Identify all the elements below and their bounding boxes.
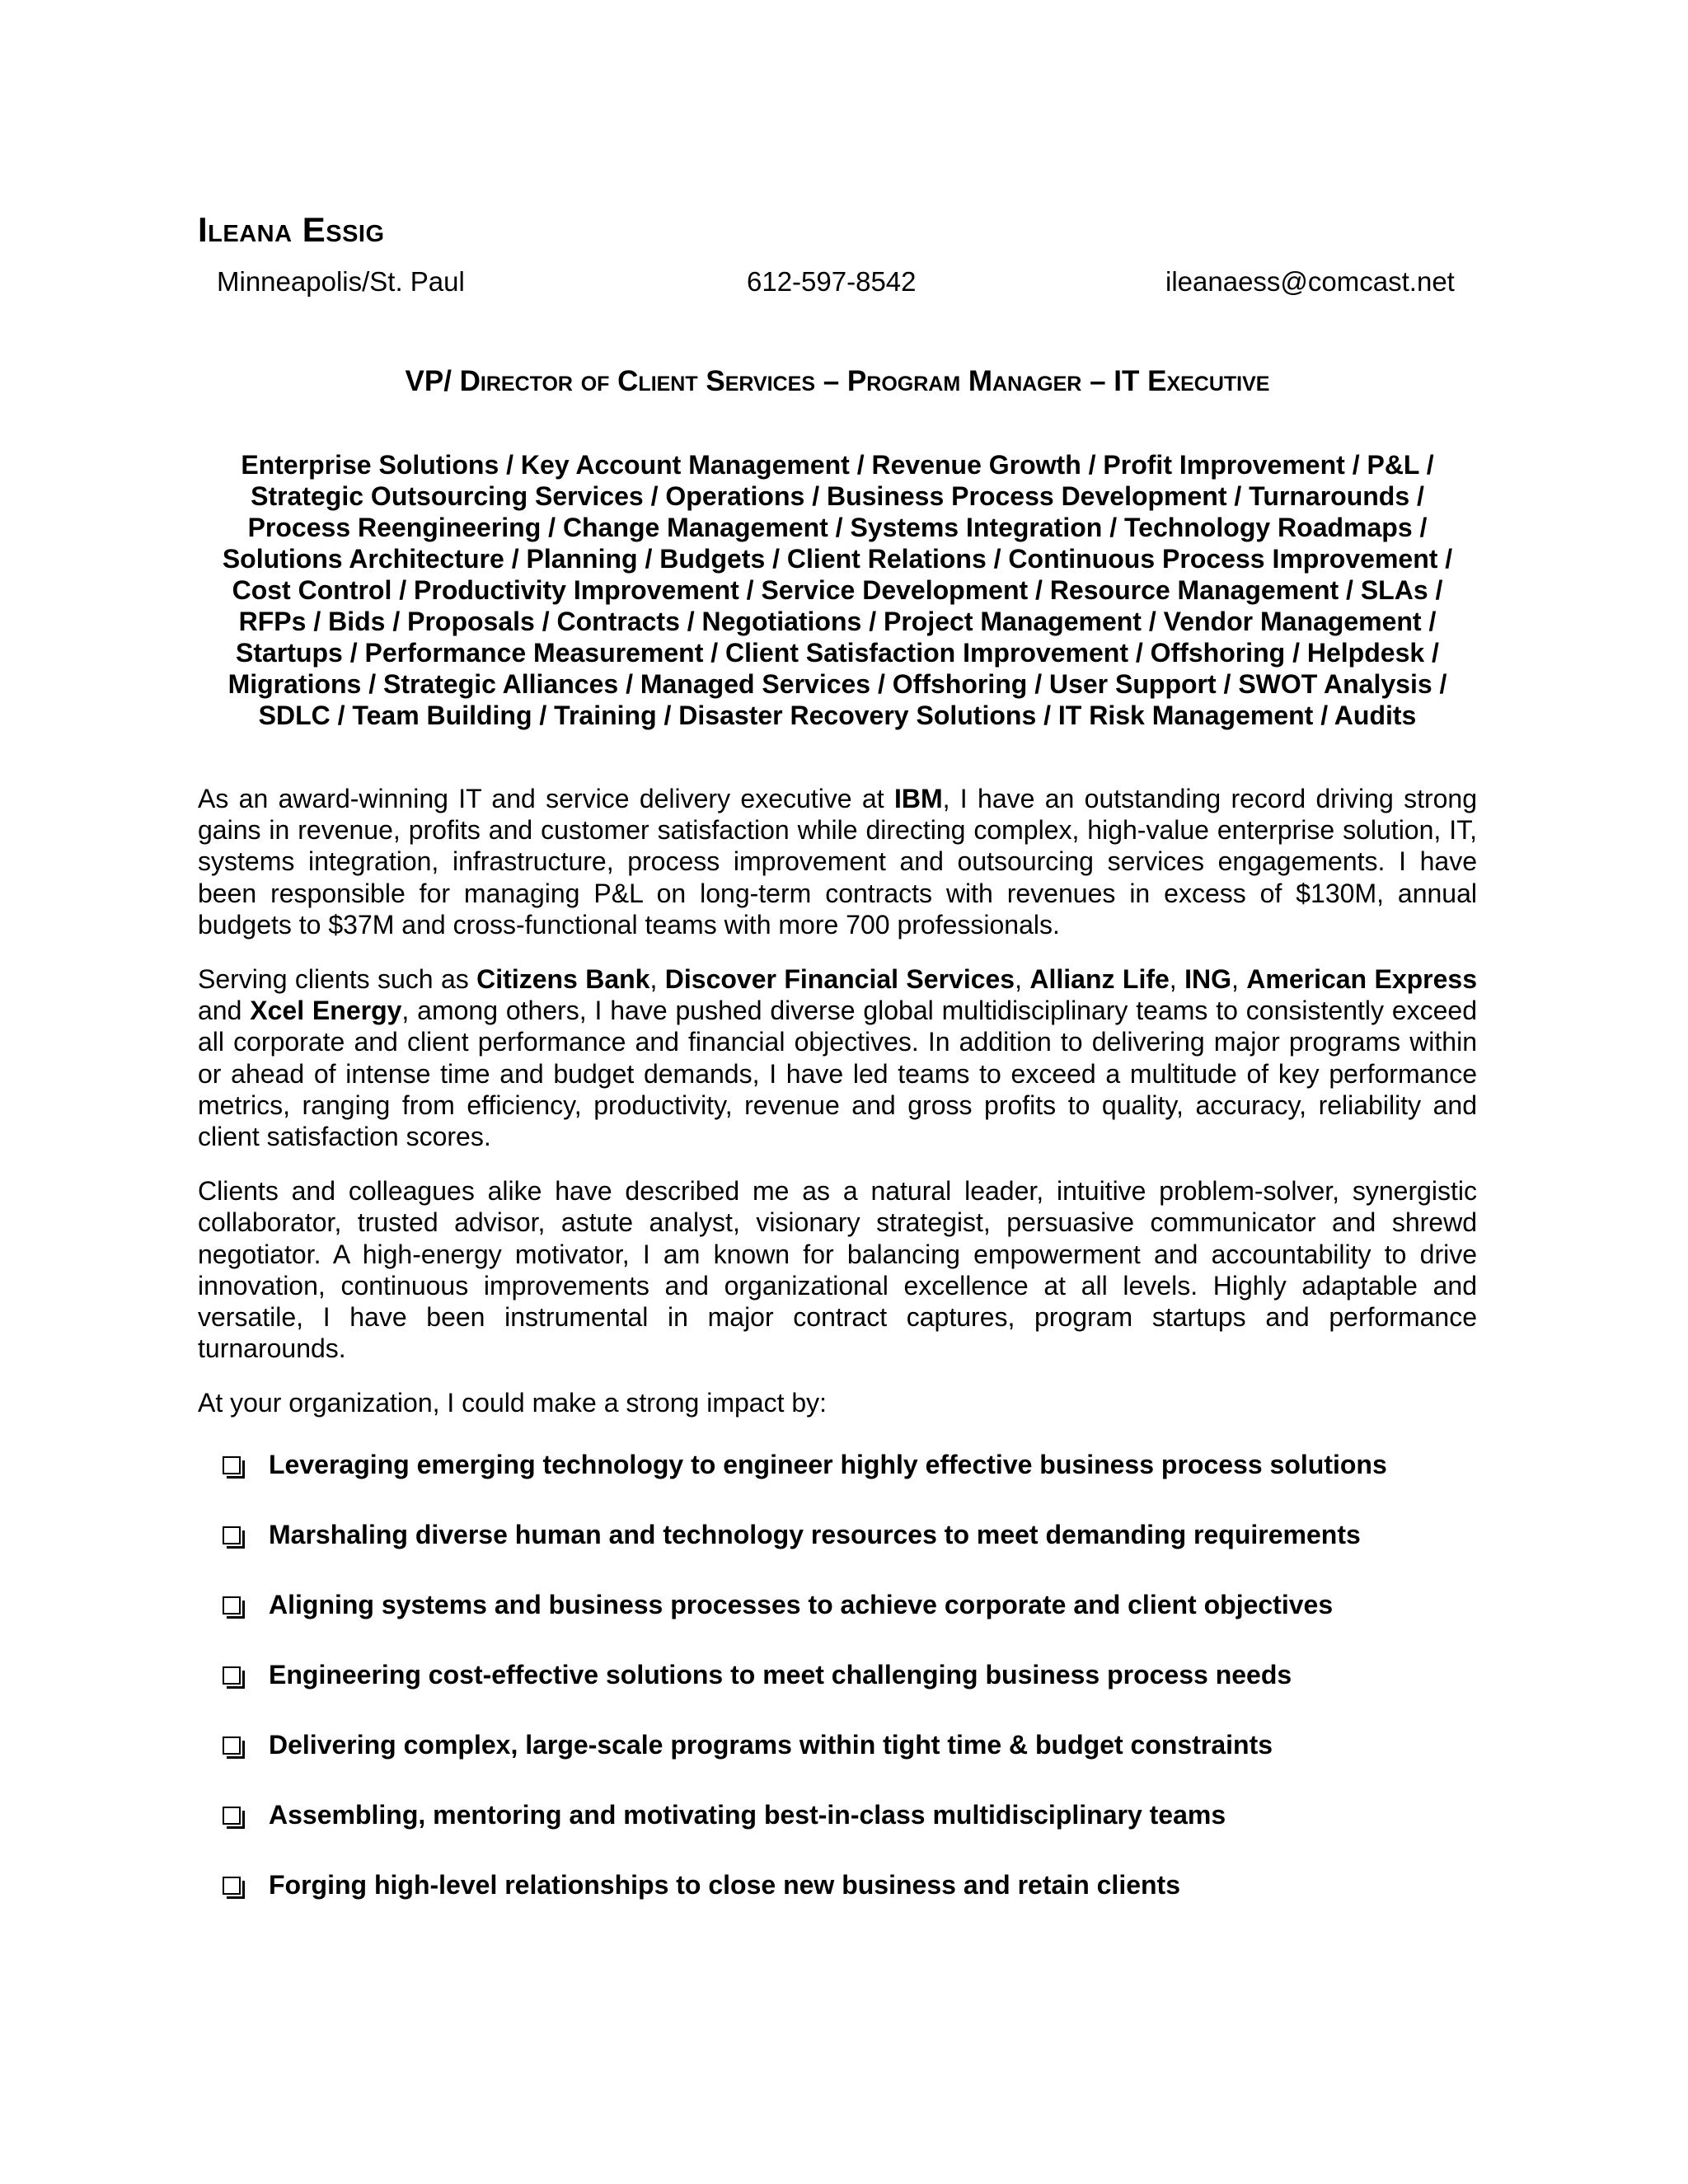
summary-section: [198, 783, 1477, 1442]
summary-paragraph-3: Clients and colleagues alike have described me as a natural leader, intuitive problem-solver, synergistic collaborator, trusted advisor, astute analyst, visionary strategist, persuasive communicator and shrewd negotiator. A high-energy motivator, I am known for balancing empowerment and accountability to drive innovation, continuous improvements and organizational excellence at all levels. Highly adaptable and versatile, I have been instrumental in major contract captures, program startups and performance turnarounds.: [198, 1176, 1477, 1364]
checkbox-icon: [223, 1526, 241, 1544]
keyword-line: Migrations / Strategic Alliances / Managed Services / Offshoring / User Support / SWOT Analysis /: [227, 669, 1447, 699]
keyword-line: SDLC / Team Building / Training / Disaster Recovery Solutions / IT Risk Management / Audits: [258, 701, 1417, 730]
keyword-line: Enterprise Solutions / Key Account Management / Revenue Growth / Profit Improvement / P&L /: [241, 450, 1434, 480]
summary-text: Serving clients such as: [198, 964, 477, 995]
impact-item-text: Forging high-level relationships to close new business and retain clients: [269, 1870, 1180, 1900]
company-name: IBM: [893, 784, 943, 813]
summary-paragraph-4: At your organization, I could make a strong impact by:: [198, 1388, 828, 1418]
summary-paragraph-2: [198, 963, 1477, 1152]
impact-item: [223, 1570, 1508, 1640]
checkbox-icon: [223, 1736, 241, 1755]
client-name: ING: [1184, 964, 1231, 995]
impact-item-text: Engineering cost-effective solutions to meet challenging business process needs: [269, 1660, 1292, 1690]
keyword-line: Process Reengineering / Change Management / Systems Integration / Technology Roadmaps /: [247, 513, 1428, 542]
impact-item: [223, 1780, 1508, 1850]
client-name: American Express: [1246, 964, 1478, 995]
contact-phone: 612-597-8542: [747, 266, 917, 297]
impact-item-text: Delivering complex, large-scale programs within tight time & budget constraints: [269, 1730, 1273, 1760]
summary-text: As an award-winning IT and service delivery executive at: [198, 784, 894, 813]
keywords-block: [198, 449, 1477, 731]
summary-text: ,: [649, 964, 665, 995]
client-name: Discover Financial Services: [664, 964, 1015, 995]
impact-item: [223, 1430, 1508, 1500]
keyword-line: RFPs / Bids / Proposals / Contracts / Negotiations / Project Management / Vendor Management /: [238, 607, 1437, 636]
summary-text: ,: [1015, 964, 1030, 995]
summary-text: ,: [1231, 964, 1247, 995]
summary-text: , I have an outstanding record driving strong gains in revenue, profits and customer satisfaction while directing complex, high-value enterprise solution, IT, systems integration, infrastructure, process improvement and outsourcing services engagements. I have been responsible for managing P&L on long-term contracts with revenues in excess of $130M, annual budgets to $37M and cross-functional teams with more 700 professionals.: [198, 784, 1478, 940]
impact-item-text: Aligning systems and business processes to achieve corporate and client objectives: [269, 1590, 1334, 1619]
client-name: Allianz Life: [1029, 964, 1170, 995]
impact-list: [223, 1430, 1508, 1920]
checkbox-icon: [223, 1596, 241, 1615]
impact-item: [223, 1710, 1508, 1780]
contact-location: Minneapolis/St. Paul: [217, 266, 465, 297]
keyword-line: Cost Control / Productivity Improvement / Service Development / Resource Management / SLAs /: [232, 575, 1443, 605]
keyword-line: Solutions Architecture / Planning / Budgets / Client Relations / Continuous Process Improvement /: [222, 544, 1453, 574]
checkbox-icon: [223, 1666, 241, 1685]
keyword-line: Strategic Outsourcing Services / Operations / Business Process Development / Turnarounds /: [251, 481, 1424, 511]
client-name: Citizens Bank: [476, 964, 650, 995]
impact-item-text: Marshaling diverse human and technology resources to meet demanding requirements: [269, 1520, 1361, 1549]
summary-text: and: [198, 996, 251, 1026]
impact-item: [223, 1500, 1508, 1570]
impact-item: [223, 1850, 1508, 1920]
impact-item-text: Assembling, mentoring and motivating best-in-class multidisciplinary teams: [269, 1800, 1226, 1830]
summary-paragraph-1: [198, 783, 1477, 940]
contact-email: ileanaess@comcast.net: [1165, 266, 1455, 297]
summary-text: ,: [1169, 964, 1185, 995]
impact-item: [223, 1640, 1508, 1710]
summary-text: , among others, I have pushed diverse global multidisciplinary teams to consistently exceed all corporate and client performance and financial objectives. In addition to delivering major programs within or ahead of intense time and budget demands, I have led teams to exceed a multitude of key performance metrics, ranging from efficiency, productivity, revenue and gross profits to quality, accuracy, reliability and client satisfaction scores.: [198, 996, 1478, 1152]
impact-item-text: Leveraging emerging technology to engineer highly effective business process solutions: [269, 1450, 1387, 1479]
professional-headline: VP/ Director of Client Services – Program Manager – IT Executive: [405, 365, 1270, 397]
checkbox-icon: [223, 1807, 241, 1825]
candidate-name: Ileana Essig: [198, 210, 385, 249]
checkbox-icon: [223, 1456, 241, 1474]
checkbox-icon: [223, 1877, 241, 1895]
keyword-line: Startups / Performance Measurement / Client Satisfaction Improvement / Offshoring / Helpdesk /: [236, 638, 1439, 668]
client-name: Xcel Energy: [250, 996, 402, 1026]
